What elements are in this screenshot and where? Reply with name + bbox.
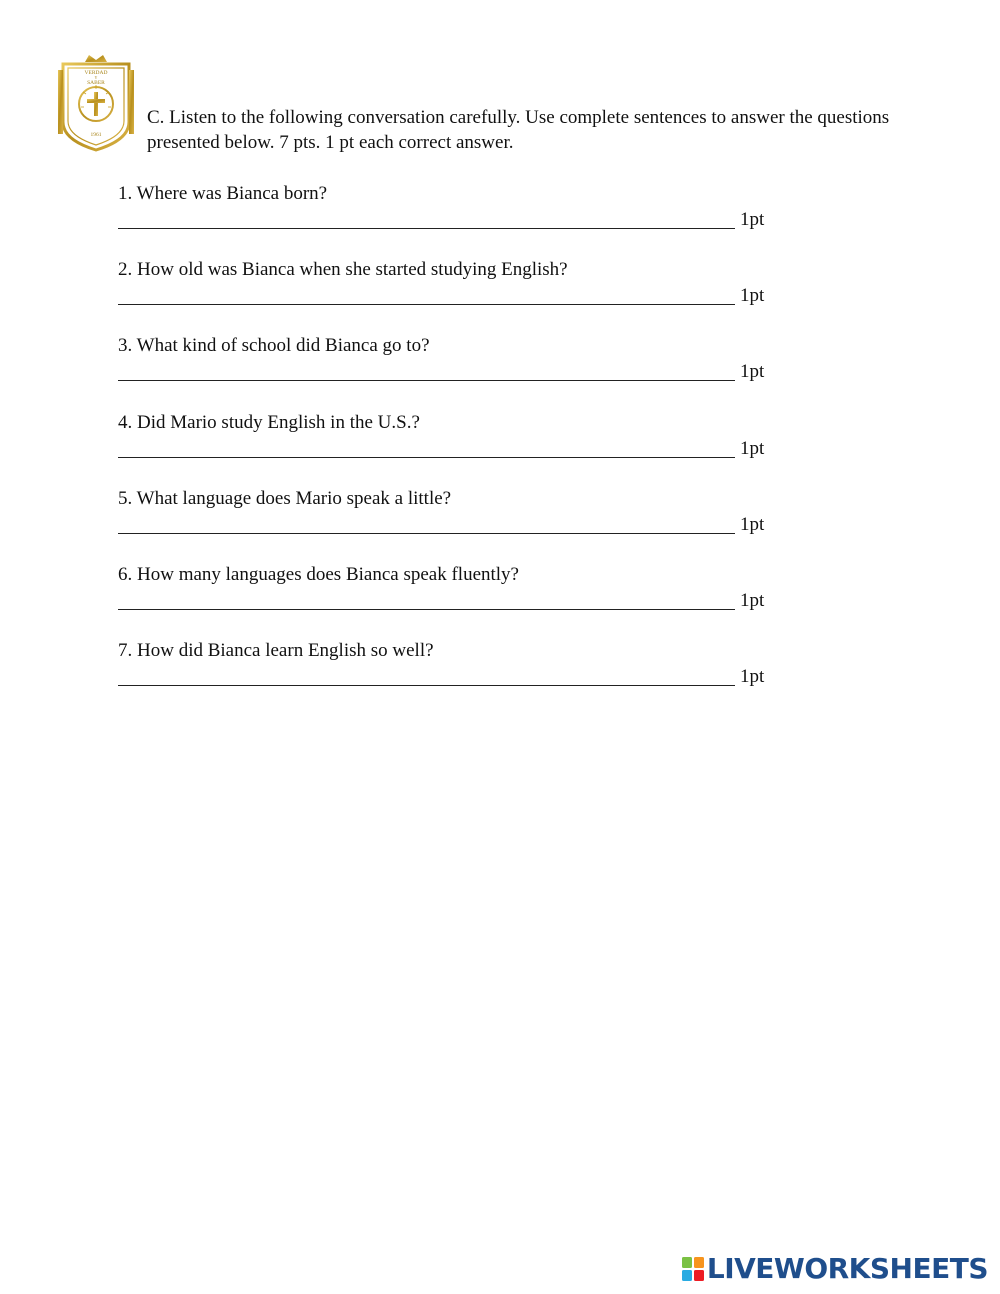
question-item-6 [118, 561, 778, 637]
svg-text:1961: 1961 [90, 132, 102, 138]
liveworksheets-logo-icon [682, 1257, 704, 1281]
question-text: 3. What kind of school did Bianca go to? [118, 335, 430, 357]
question-item-2 [118, 256, 778, 332]
svg-text:VERDAD: VERDAD [84, 70, 108, 76]
points-label: 1pt [740, 513, 765, 535]
question-text: 2. How old was Bianca when she started studying English? [118, 259, 568, 281]
question-text: 1. Where was Bianca born? [118, 183, 328, 204]
question-item-1 [118, 180, 778, 256]
answer-line[interactable] [118, 609, 735, 610]
liveworksheets-wordmark: LIVEWORKSHEETS [706, 1252, 988, 1285]
answer-line[interactable] [118, 380, 735, 381]
question-text: 7. How did Bianca learn English so well? [118, 640, 434, 662]
points-label: 1pt [740, 589, 765, 611]
answer-line[interactable] [118, 228, 735, 229]
liveworksheets-brand [682, 1252, 988, 1286]
points-label: 1pt [740, 666, 765, 688]
answer-line[interactable] [118, 685, 735, 686]
question-item-7 [118, 637, 778, 713]
question-item-4 [118, 409, 778, 485]
question-item-5 [118, 485, 778, 561]
question-item-3 [118, 332, 778, 408]
school-crest-logo [55, 52, 137, 152]
question-text: 5. What language does Mario speak a little? [118, 487, 452, 509]
points-label: 1pt [740, 437, 765, 459]
question-text: 6. How many languages does Bianca speak fluently? [118, 563, 519, 585]
answer-line[interactable] [118, 533, 735, 534]
points-label: 1pt [740, 285, 765, 307]
answer-line[interactable] [118, 304, 735, 305]
answer-line[interactable] [118, 457, 735, 458]
instructions-text: C. Listen to the following conversation carefully. Use complete sentences to answer the questions presented below. 7 pts. 1 pt each correct answer. [147, 107, 890, 153]
svg-text:SABER: SABER [87, 80, 105, 86]
question-list [118, 180, 778, 713]
question-text: 4. Did Mario study English in the U.S.? [118, 411, 420, 433]
svg-text:Y: Y [94, 75, 98, 80]
points-label: 1pt [740, 209, 765, 230]
points-label: 1pt [740, 361, 765, 383]
